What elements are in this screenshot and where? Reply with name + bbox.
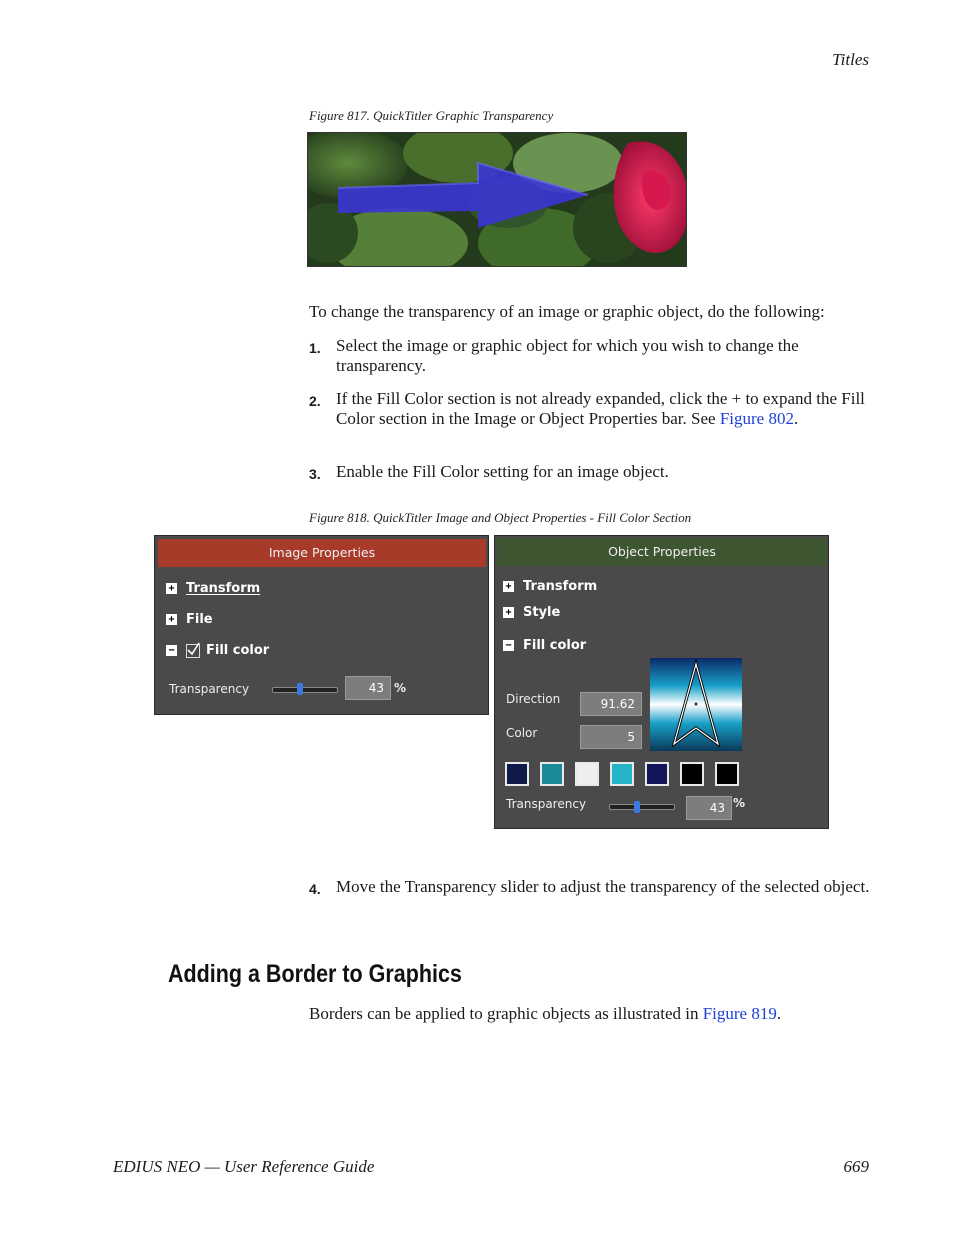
transparency-slider-thumb[interactable] [297,683,303,695]
step-text: Enable the Fill Color setting for an image object. [336,462,669,481]
direction-label: Direction [506,692,561,706]
figure-802-link[interactable]: Figure 802 [719,409,794,428]
section-label: Fill color [206,643,270,658]
step-number: 1. [309,340,321,356]
fill-color-section[interactable] [166,643,269,658]
step-text [336,389,871,429]
section-label: Fill color [523,638,587,653]
transparency-slider-thumb[interactable] [634,801,640,813]
transparency-input[interactable]: 43 [686,796,732,820]
section-label: Style [523,605,561,620]
step-number: 4. [309,881,321,897]
step-text: Select the image or graphic object for which you wish to change the transparency. [336,336,799,375]
percent-unit: % [733,796,746,810]
image-properties-panel [154,535,489,715]
step-1 [309,336,871,376]
transparency-slider[interactable] [609,804,675,810]
section-label: Transform [186,581,261,596]
collapse-minus-icon[interactable]: − [503,640,514,651]
figure-819-link[interactable]: Figure 819 [702,1004,777,1023]
step-2 [309,389,871,429]
object-properties-panel [494,535,829,829]
color-swatch[interactable] [610,762,634,786]
figure-818-caption: Figure 818. QuickTitler Image and Object Properties - Fill Color Section [309,510,692,525]
fill-color-section[interactable] [503,638,586,653]
collapse-minus-icon[interactable]: − [166,645,177,656]
running-header: Titles [832,50,869,69]
fill-color-checkbox[interactable] [186,644,200,658]
object-properties-title: Object Properties [497,538,827,566]
step-text-end: . [793,409,799,428]
step-text-main: If the Fill Color section is not already expanded, click the + to expand the Fill Color section in the Image or Object Properties bar. See [336,389,865,428]
expand-plus-icon[interactable]: + [503,607,514,618]
percent-unit: % [394,681,407,695]
expand-plus-icon[interactable]: + [166,614,177,625]
border-text-end: . [776,1004,782,1023]
expand-plus-icon[interactable]: + [166,583,177,594]
step-number: 2. [309,393,321,409]
transparency-input[interactable]: 43 [345,676,391,700]
color-label: Color [506,726,538,740]
page-number: 669 [843,1157,869,1176]
file-section[interactable] [166,612,213,627]
color-swatch[interactable] [645,762,669,786]
figure-817-caption: Figure 817. QuickTitler Graphic Transparency [309,108,554,123]
color-count-input[interactable]: 5 [580,725,642,749]
color-swatch[interactable] [540,762,564,786]
step-number: 3. [309,466,321,482]
section-label: File [186,612,213,627]
transform-section[interactable] [166,581,260,596]
color-swatch[interactable] [680,762,704,786]
transparency-photo [307,132,687,267]
intro-text: To change the transparency of an image or graphic object, do the following: [309,302,825,321]
transparency-label: Transparency [506,797,587,811]
step-4 [309,877,871,899]
color-swatch[interactable] [715,762,739,786]
image-properties-title: Image Properties [158,539,486,567]
direction-input[interactable]: 91.62 [580,692,642,716]
expand-plus-icon[interactable]: + [503,581,514,592]
style-section[interactable] [503,605,560,620]
footer-guide-title: EDIUS NEO — User Reference Guide [113,1157,375,1176]
section-label: Transform [523,579,598,594]
color-swatch[interactable] [575,762,599,786]
border-text: Borders can be applied to graphic objects as illustrated in [309,1004,703,1023]
color-swatch[interactable] [505,762,529,786]
transparency-slider[interactable] [272,687,338,693]
border-paragraph [309,1004,781,1024]
step-3 [309,462,871,484]
gradient-direction-preview[interactable] [650,658,742,751]
transform-section[interactable] [503,579,597,594]
section-heading: Adding a Border to Graphics [168,960,462,988]
step-text: Move the Transparency slider to adjust the transparency of the selected object. [336,877,870,896]
transparency-label: Transparency [169,682,250,696]
